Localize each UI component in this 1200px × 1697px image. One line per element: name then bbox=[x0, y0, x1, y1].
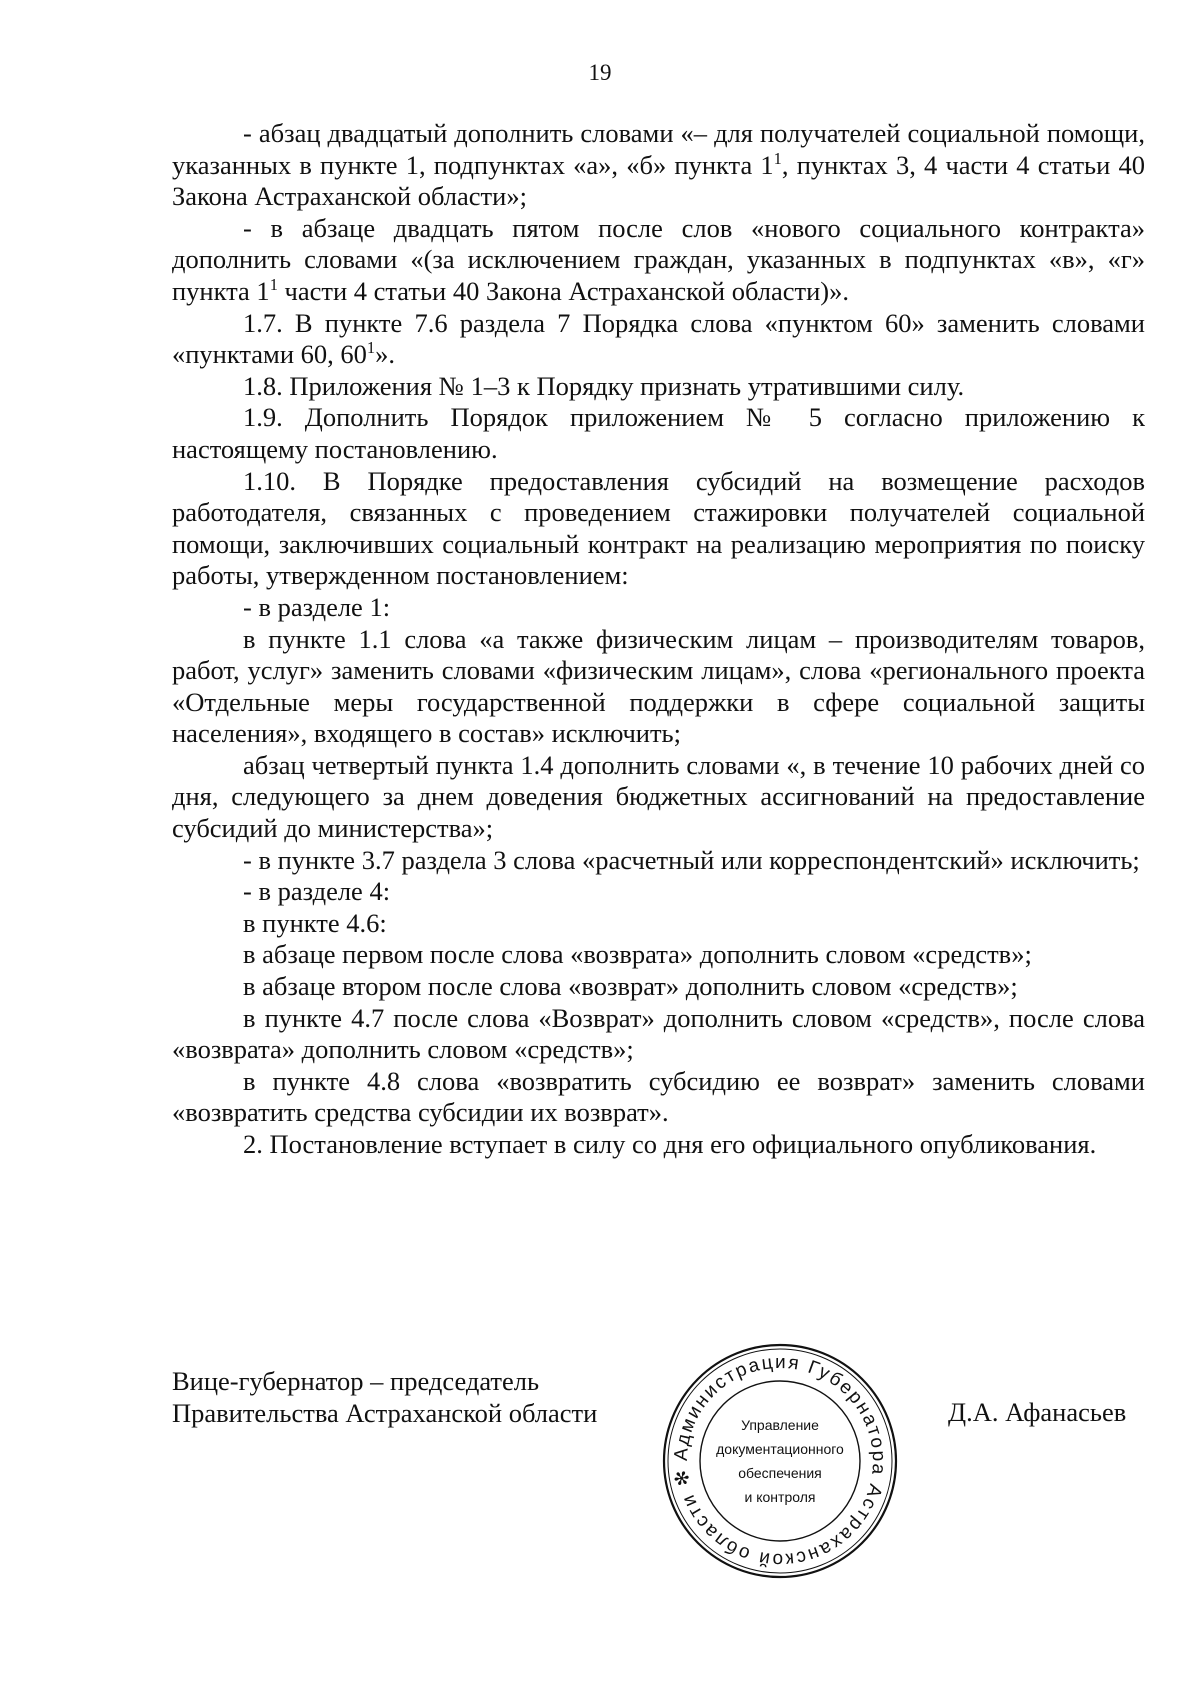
text-run: части 4 статьи 40 Закона Астраханской области)». bbox=[277, 275, 850, 306]
text-run: в абзаце втором после слова «возврат» дополнить словом «средств»; bbox=[243, 971, 1018, 1002]
text-run: в пункте 4.8 слова «возвратить субсидию ее возврат» заменить словами «возвратить средства субсидии их возврат». bbox=[172, 1065, 1145, 1128]
paragraph bbox=[172, 1129, 1145, 1161]
paragraph bbox=[172, 371, 1145, 403]
paragraph bbox=[172, 592, 1145, 624]
stamp-inner-line-3: обеспечения bbox=[738, 1465, 822, 1481]
text-run: - в абзаце двадцать пятом после слов «нового социального контракта» дополнить словами «(за исключением граждан, указанных в подпунктах «в», «г» пункта 1 bbox=[172, 212, 1145, 306]
text-run: абзац четвертый пункта 1.4 дополнить словами «, в течение 10 рабочих дней со дня, следующего за днем доведения бюджетных ассигнований на предоставление субсидий до министерства»; bbox=[172, 749, 1145, 844]
signatory-title bbox=[172, 1366, 597, 1429]
paragraph bbox=[172, 118, 1145, 213]
page-number: 19 bbox=[588, 60, 612, 85]
paragraph bbox=[172, 308, 1145, 371]
text-run: ». bbox=[375, 339, 395, 370]
paragraph bbox=[172, 213, 1145, 308]
text-run: - в пункте 3.7 раздела 3 слова «расчетный или корреспондентский» исключить; bbox=[243, 844, 1140, 875]
text-run: - абзац двадцатый дополнить словами «– для получателей социальной помощи, указанных в пункте 1, подпунктах «а», «б» пункта 1 bbox=[172, 118, 1145, 180]
paragraph bbox=[172, 1003, 1145, 1066]
paragraph bbox=[172, 402, 1145, 465]
text-run: 2. Постановление вступает в силу со дня его официального опубликования. bbox=[243, 1129, 1097, 1159]
text-run: в пункте 4.6: bbox=[243, 907, 387, 938]
signatory-title-line-2: Правительства Астраханской области bbox=[172, 1397, 598, 1428]
paragraph bbox=[172, 466, 1145, 592]
stamp-inner-line-2: документационного bbox=[716, 1441, 844, 1457]
text-run: 1.8. Приложения № 1–3 к Порядку признать утратившими силу. bbox=[243, 370, 965, 401]
document-body bbox=[172, 118, 1145, 1161]
text-run: , пунктах 3, 4 части 4 статьи 40 Закона Астраханской области»; bbox=[172, 149, 1145, 212]
text-run: - в разделе 1: bbox=[243, 591, 391, 622]
text-run: в пункте 1.1 слова «а также физическим лицам – производителям товаров, работ, услуг» заменить словами «физическим лицам», слова «регионального проекта «Отдельные меры государственной поддержки в сфере социальной защиты населения», входящего в состав» исключить; bbox=[172, 623, 1145, 749]
text-run: 1.9. Дополнить Порядок приложением № 5 согласно приложению к настоящему постановлению. bbox=[172, 402, 1145, 464]
stamp-inner-line-4: и контроля bbox=[744, 1489, 816, 1505]
superscript: 1 bbox=[773, 148, 782, 168]
text-run: 1.10. В Порядке предоставления субсидий на возмещение расходов работодателя, связанных с проведением стажировки получателей социальной помощи, заключивших социальный контракт на реализацию мероприятия по поиску работы, утвержденном постановлением: bbox=[172, 465, 1145, 591]
signatory-name: Д.А. Афанасьев bbox=[948, 1397, 1127, 1427]
official-stamp bbox=[661, 1342, 899, 1580]
superscript: 1 bbox=[366, 338, 376, 358]
paragraph bbox=[172, 908, 1145, 940]
paragraph bbox=[172, 845, 1145, 877]
text-run: в пункте 4.7 после слова «Возврат» дополнить словом «средств», после слова «возврата» дополнить словом «средств»; bbox=[172, 1002, 1145, 1065]
paragraph bbox=[172, 971, 1145, 1003]
stamp-inner-line-1: Управление bbox=[741, 1417, 819, 1433]
paragraph bbox=[172, 876, 1145, 908]
text-run: - в разделе 4: bbox=[243, 876, 391, 907]
paragraph bbox=[172, 1066, 1145, 1129]
signatory-title-line-1: Вице-губернатор – председатель bbox=[172, 1366, 540, 1396]
paragraph bbox=[172, 624, 1145, 750]
text-run: 1.7. В пункте 7.6 раздела 7 Порядка слова «пунктом 60» заменить словами «пунктами 60, 60 bbox=[172, 307, 1145, 370]
text-run: в абзаце первом после слова «возврата» дополнить словом «средств»; bbox=[243, 939, 1032, 970]
superscript: 1 bbox=[269, 275, 278, 295]
paragraph bbox=[172, 939, 1145, 971]
stamp-outer-text: Администрация Губернатора Астраханской области ✻ bbox=[670, 1351, 890, 1571]
paragraph bbox=[172, 750, 1145, 845]
